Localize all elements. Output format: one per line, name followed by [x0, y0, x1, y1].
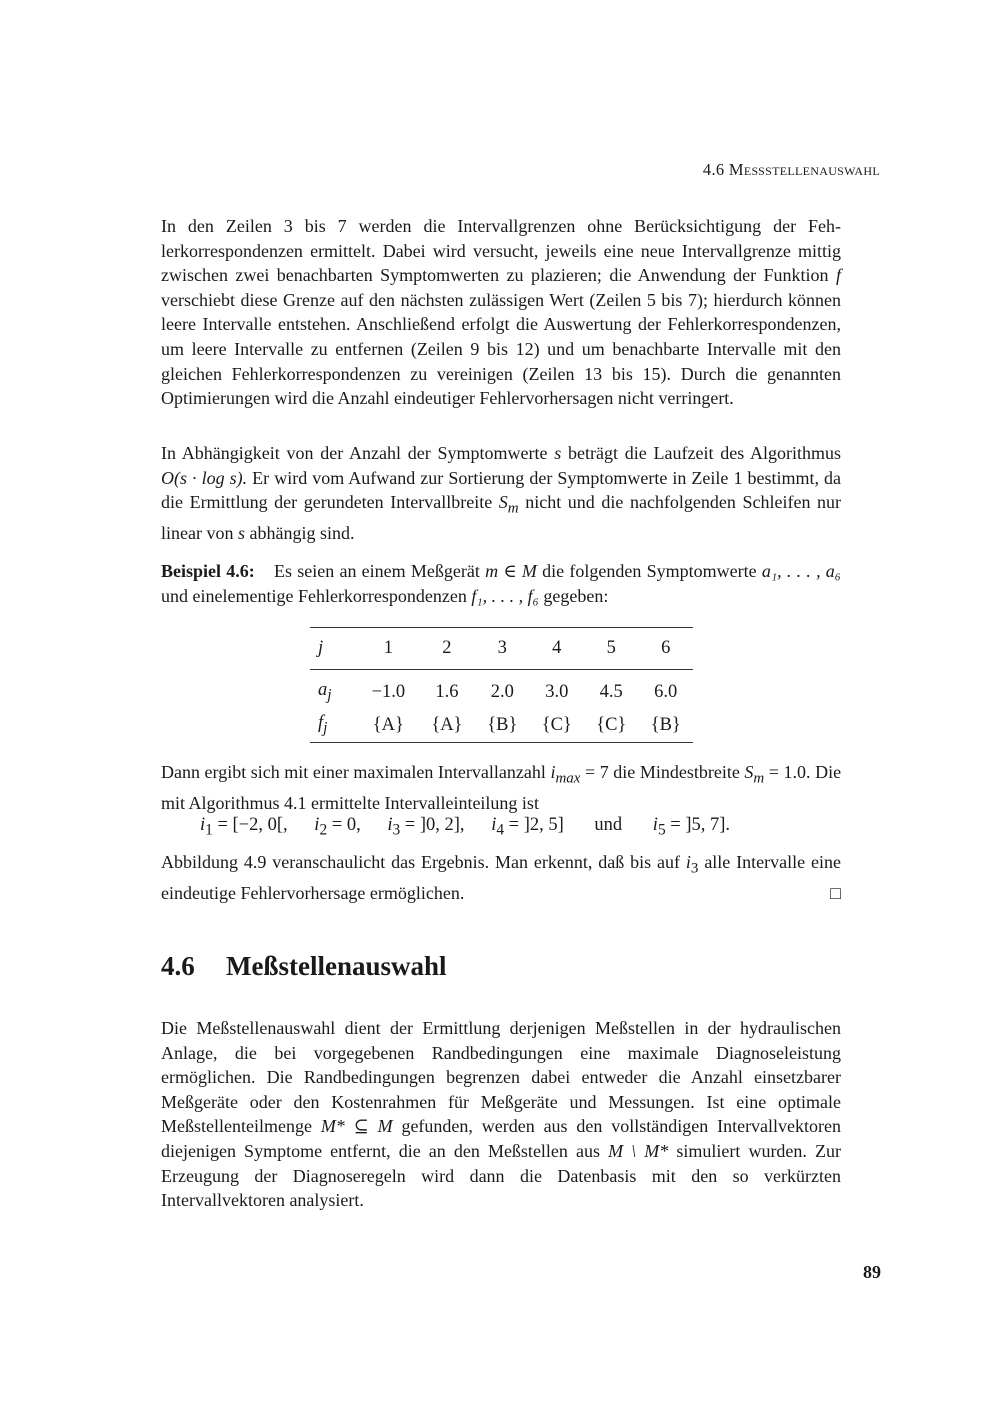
example-label: Beispiel 4.6:: [161, 561, 255, 581]
row-label: $a_j$: [318, 680, 332, 704]
table-cell: 6.0: [654, 682, 678, 702]
section-title: Meßstellenauswahl: [226, 951, 447, 981]
table-cell: 4.5: [599, 682, 623, 702]
table-cell: {A}: [431, 715, 463, 735]
table-cell: {C}: [541, 715, 572, 735]
table-cell: {A}: [372, 715, 404, 735]
interval-conjunction: und: [594, 815, 623, 835]
table-cell: 3.0: [545, 682, 569, 702]
example-intro: Beispiel 4.6: Es seien an einem Meßgerät m ∈ M die folgenden Symptomwerte a₁, . . . , a₆ und einelementige Fehlerkorrespondenzen f₁, . . . , f₆ gegeben:: [161, 561, 842, 606]
column-header: 3: [497, 638, 507, 658]
table-cell: −1.0: [371, 682, 406, 702]
section-heading: [161, 951, 447, 982]
interval: $i_2 = 0$,: [314, 815, 361, 839]
table-cell: {B}: [487, 715, 518, 735]
running-head: [703, 160, 880, 180]
table-cell: {B}: [650, 715, 681, 735]
column-header: 4: [552, 638, 562, 658]
qed-box: □: [830, 883, 841, 904]
table-header-row: [310, 628, 693, 670]
page-number: 89: [863, 1262, 881, 1282]
table-cell: {C}: [596, 715, 627, 735]
section-number: 4.6: [161, 951, 195, 981]
column-header: 2: [442, 638, 452, 658]
paragraph-conclusion: Abbildung 4.9 veranschaulicht das Ergebnis. Man erkennt, daß bis auf $i_3$ alle Intervalle eine eindeutige Fehlervorhersage ermöglichen. □: [161, 850, 841, 906]
running-head-title: Meßstellenauswahl: [728, 160, 880, 179]
paragraph-result: Dann ergibt sich mit einer maximalen Intervallanzahl $i_{max} = 7$ die Mindestbreite $S_m = 1.0$. Die mit Algorithmus 4.1 ermittelte Intervalleinteilung ist: [161, 762, 842, 814]
interval: $i_5 = ]5$, 7].: [652, 815, 731, 839]
table-cell: 1.6: [435, 682, 459, 702]
paragraph-section: Die Meßstellenauswahl dient der Ermittlung derjenigen Meßstellen in der hydraulischen Anlage, die bei vorgegebenen Randbedingungen eine maximale Diagnoseleistung ermöglichen. Die Randbedingungen begrenzen dabei entweder die Anzahl einsetzbarer Meßgeräte oder den Kostenrahmen für Meßgeräte und Messungen. Ist eine optimale Meßstellenteilmenge M* ⊆ M gefunden, werden aus den vollständigen Intervallvektoren diejenigen Symptome entfernt, die an den Meßstellen aus M \ M* simuliert wurden. Zur Erzeugung der Diagnoseregeln wird dann die Datenbasis mit den so verkürzten Intervallvektoren analysiert.: [161, 1018, 842, 1211]
symptom-table: [310, 627, 693, 743]
table-row: [310, 709, 693, 743]
interval: $i_1 = [-2$, 0[,: [200, 815, 288, 839]
running-head-number: 4.6: [702, 160, 725, 179]
paragraph-intervals: In den Zeilen 3 bis 7 werden die Intervallgrenzen ohne Berücksichtigung der Fehlerkorrespondenzen ermittelt. Dabei wird versucht, jeweils eine neue Intervallgrenze mittig zwischen zwei benachbarten Symptomwerten zu plazieren; die Anwendung der Funktion f verschiebt diese Grenze auf den nächsten zulässigen Wert (Zeilen 5 bis 7); hierdurch können leere Intervalle entstehen. Anschließend erfolgt die Auswertung der Fehlerkorrespondenzen, um leere Intervalle zu entfernen (Zeilen 9 bis 12) und um benachbarte Intervalle mit den gleichen Fehlerkorrespondenzen zu vereinigen (Zeilen 13 bis 15). Durch die genannten Optimierungen wird die Anzahl eindeutiger Fehlervorhersagen nicht verringert.: [161, 216, 841, 409]
table-header-label: j: [318, 638, 324, 658]
column-header: 6: [661, 638, 671, 658]
row-label: $f_j$: [318, 713, 328, 737]
interval-partition: [200, 815, 730, 840]
column-header: 5: [606, 638, 616, 658]
complexity-formula: O(s · log s).: [161, 467, 248, 488]
paragraph-runtime: In Abhängigkeit von der Anzahl der Symptomwerte s beträgt die Laufzeit des Algorithmus O(s · log s). Er wird vom Aufwand zur Sortierung der Symptomwerte in Zeile 1 bestimmt, da die Ermittlung der gerundeten Intervallbreite $S_m$ nicht und die nachfolgenden Schleifen nur linear von s abhängig sind.: [161, 443, 842, 544]
interval: $i_3 = ]0$, 2],: [387, 815, 465, 839]
interval: $i_4 = ]2$, 5]: [491, 815, 564, 839]
table-cell: 2.0: [490, 682, 514, 702]
table-row: [310, 670, 693, 710]
column-header: 1: [383, 638, 393, 658]
